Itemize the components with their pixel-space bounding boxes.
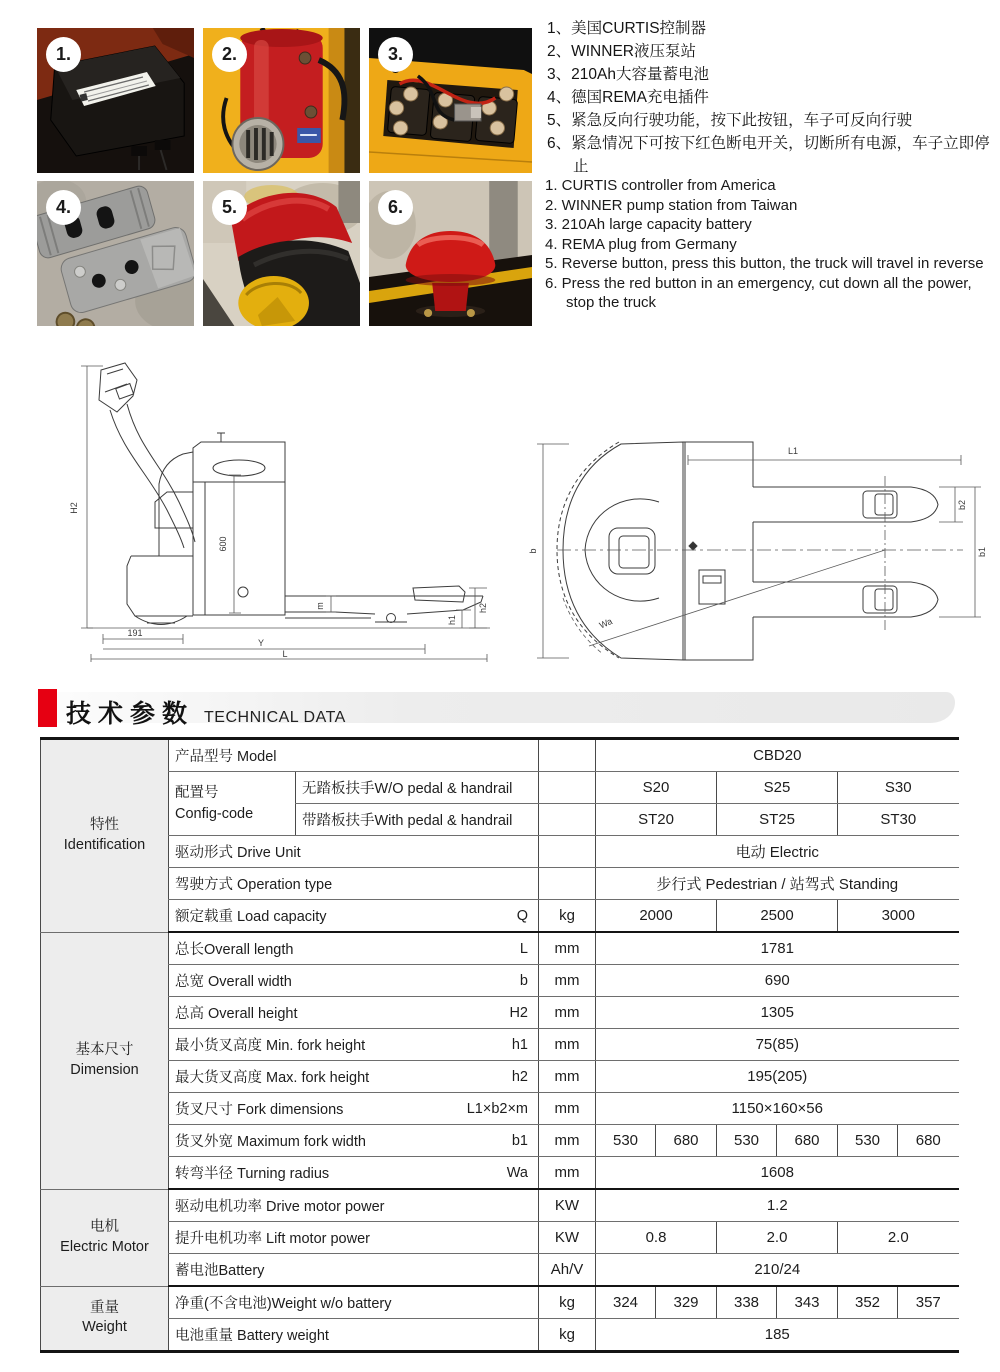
unit-cell: kg <box>539 1286 596 1319</box>
value-cell: S25 <box>717 772 838 804</box>
table-row <box>41 772 959 804</box>
unit-cell <box>539 739 596 772</box>
value-cell: 530 <box>838 1125 898 1157</box>
table-row <box>41 1254 959 1287</box>
label-text: 驱动电机功率 Drive motor power <box>175 1199 385 1215</box>
row-label-battery-weight <box>169 1319 539 1352</box>
value-cell: ST30 <box>838 804 959 836</box>
table-row <box>41 868 959 900</box>
top-view-svg <box>523 432 990 672</box>
row-label-config-code <box>169 772 296 836</box>
top-view-drawing <box>523 432 990 677</box>
dim-label-m: m <box>315 602 325 610</box>
value-cell: ST25 <box>717 804 838 836</box>
table-row <box>41 997 959 1029</box>
section-title-en: TECHNICAL DATA <box>204 709 346 726</box>
badge-number: 6. <box>387 197 403 217</box>
photo-emergency-stop <box>369 181 532 326</box>
unit-cell: mm <box>539 965 596 997</box>
dim-label-L1: L1 <box>787 446 799 456</box>
label-text: 总宽 Overall width <box>175 974 292 990</box>
value-cell: 324 <box>596 1286 656 1319</box>
row-label-overall-width <box>169 965 539 997</box>
label-text: 最小货叉高度 Min. fork height <box>175 1038 366 1054</box>
dim-label-b1: b1 <box>977 546 987 558</box>
table-row <box>41 932 959 965</box>
label-text: 总高 Overall height <box>175 1006 298 1022</box>
badge-number: 1. <box>55 44 71 64</box>
table-row <box>41 1061 959 1093</box>
dim-label-600: 600 <box>218 536 228 552</box>
row-label-max-fork-width <box>169 1125 539 1157</box>
unit-cell <box>539 804 596 836</box>
table-row <box>41 1029 959 1061</box>
photo-badge-3 <box>378 37 413 72</box>
value-cell: 195(205) <box>596 1061 959 1093</box>
photo-badge-5 <box>212 190 247 225</box>
value-cell: CBD20 <box>596 739 959 772</box>
top-dimension-labels <box>528 446 987 631</box>
badge-number: 2. <box>221 44 237 64</box>
category-zh: 基本尺寸 <box>75 1041 134 1058</box>
category-zh: 重量 <box>90 1299 119 1316</box>
table-row <box>41 1125 959 1157</box>
feature-en-2: 2. WINNER pump station from Taiwan <box>545 196 798 214</box>
table-row <box>41 739 959 772</box>
category-weight <box>41 1286 169 1352</box>
photo-badge-1 <box>46 37 81 72</box>
value-cell: 0.8 <box>596 1222 717 1254</box>
value-cell: 1150×160×56 <box>596 1093 959 1125</box>
feature-zh-4: 4、德国REMA充电插件 <box>547 89 709 106</box>
label-symbol: h1 <box>511 1036 528 1053</box>
label-symbol: H2 <box>509 1004 528 1021</box>
badge-number: 3. <box>387 44 403 64</box>
label-text: 转弯半径 Turning radius <box>175 1166 330 1182</box>
label-text: 产品型号 Model <box>175 749 277 765</box>
value-cell: 530 <box>596 1125 656 1157</box>
spec-table-wrap <box>40 737 958 1353</box>
label-symbol: h2 <box>511 1068 528 1085</box>
truck-side-outline <box>99 363 483 625</box>
value-cell: 185 <box>596 1319 959 1352</box>
label-symbol: L <box>519 940 528 957</box>
value-cell: 电动 Electric <box>596 836 959 868</box>
unit-cell: mm <box>539 997 596 1029</box>
value-cell: 1305 <box>596 997 959 1029</box>
value-cell: 1781 <box>596 932 959 965</box>
unit-cell: mm <box>539 1157 596 1190</box>
dim-label-b2: b2 <box>957 499 967 511</box>
label-text: 额定载重 Load capacity <box>175 909 327 925</box>
row-label-lift-motor-power <box>169 1222 539 1254</box>
feature-list-chinese <box>547 17 995 178</box>
photo-battery-compartment <box>369 28 532 173</box>
table-row <box>41 1286 959 1319</box>
value-cell: 530 <box>717 1125 777 1157</box>
label-symbol: L1×b2×m <box>466 1100 528 1117</box>
row-label-overall-height <box>169 997 539 1029</box>
table-row <box>41 1319 959 1352</box>
value-cell: 210/24 <box>596 1254 959 1287</box>
unit-cell: KW <box>539 1222 596 1254</box>
category-zh: 特性 <box>90 817 119 834</box>
table-row <box>41 1222 959 1254</box>
row-label-weight-wo-battery <box>169 1286 539 1319</box>
table-row <box>41 1189 959 1222</box>
category-en: Dimension <box>70 1061 139 1078</box>
row-label-with-pedal: 带踏板扶手With pedal & handrail <box>296 804 539 836</box>
row-label-model <box>169 739 539 772</box>
red-accent-block <box>38 689 57 727</box>
row-label-drive-motor-power <box>169 1189 539 1222</box>
unit-cell <box>539 772 596 804</box>
unit-cell <box>539 836 596 868</box>
row-label-min-fork-height <box>169 1029 539 1061</box>
category-identification <box>41 739 169 933</box>
dim-label-H2: H2 <box>69 502 79 514</box>
value-cell: 1.2 <box>596 1189 959 1222</box>
row-label-max-fork-height <box>169 1061 539 1093</box>
value-cell: 步行式 Pedestrian / 站驾式 Standing <box>596 868 959 900</box>
photo-curtis-controller <box>37 28 194 173</box>
badge-number: 4. <box>55 197 71 217</box>
table-row <box>41 900 959 933</box>
category-zh: 电机 <box>90 1218 119 1235</box>
feature-zh-3: 3、210Ah大容量蓄电池 <box>547 66 709 83</box>
label-symbol: b1 <box>511 1132 528 1149</box>
row-label-fork-dimensions <box>169 1093 539 1125</box>
value-cell: 680 <box>777 1125 838 1157</box>
value-cell: S20 <box>596 772 717 804</box>
dim-label-h1: h1 <box>447 614 457 626</box>
feature-en-1: 1. CURTIS controller from America <box>545 177 776 194</box>
dim-label-L: L <box>282 649 288 659</box>
unit-cell: Ah/V <box>539 1254 596 1287</box>
label-text: 最大货叉高度 Max. fork height <box>175 1070 370 1086</box>
value-cell: 338 <box>717 1286 777 1319</box>
value-cell: 343 <box>777 1286 838 1319</box>
value-cell: 75(85) <box>596 1029 959 1061</box>
value-cell: 2.0 <box>717 1222 838 1254</box>
config-zh: 配置号 <box>175 785 219 802</box>
unit-cell: kg <box>539 900 596 933</box>
dim-label-Y: Y <box>257 638 265 648</box>
technical-data-table <box>40 737 959 1353</box>
label-text: 提升电机功率 Lift motor power <box>175 1231 370 1247</box>
value-cell: 680 <box>656 1125 717 1157</box>
section-title-zh: 技术参数 <box>66 700 195 728</box>
label-text: 货叉外宽 Maximum fork width <box>175 1134 366 1150</box>
unit-cell: mm <box>539 1093 596 1125</box>
table-row <box>41 1157 959 1190</box>
photo-rema-plug <box>37 181 194 326</box>
value-cell: 690 <box>596 965 959 997</box>
product-photos <box>37 28 532 326</box>
value-cell: 357 <box>898 1286 959 1319</box>
unit-cell: kg <box>539 1319 596 1352</box>
label-symbol: Q <box>516 907 528 924</box>
value-cell: 329 <box>656 1286 717 1319</box>
category-en: Identification <box>63 836 146 853</box>
row-label-overall-length <box>169 932 539 965</box>
unit-cell: KW <box>539 1189 596 1222</box>
label-text: 电池重量 Battery weight <box>175 1328 329 1344</box>
technical-data-header <box>0 688 1000 728</box>
unit-cell <box>539 868 596 900</box>
label-text: 总长Overall length <box>175 942 294 958</box>
photo-badge-6 <box>378 190 413 225</box>
config-en: Config-code <box>175 805 254 822</box>
label-text: 货叉尺寸 Fork dimensions <box>175 1102 344 1118</box>
value-cell: S30 <box>838 772 959 804</box>
feature-en-4: 4. REMA plug from Germany <box>545 235 737 253</box>
label-text: 驾驶方式 Operation type <box>175 877 333 893</box>
value-cell: 2000 <box>596 900 717 933</box>
value-cell: 2500 <box>717 900 838 933</box>
row-label-load-capacity <box>169 900 539 933</box>
feature-en-5: 5. Reverse button, press this button, the truck will travel in reverse <box>545 255 984 272</box>
unit-cell: mm <box>539 932 596 965</box>
unit-cell: mm <box>539 1061 596 1093</box>
category-en: Weight <box>82 1319 127 1336</box>
dim-label-191: 191 <box>127 628 143 638</box>
table-row <box>41 965 959 997</box>
category-en: Electric Motor <box>60 1238 149 1255</box>
row-label-battery <box>169 1254 539 1287</box>
category-electric-motor <box>41 1189 169 1286</box>
dim-label-Wa: Wa <box>597 616 614 631</box>
category-dimension <box>41 932 169 1189</box>
label-symbol: Wa <box>506 1164 528 1181</box>
feature-zh-2: 2、WINNER液压泵站 <box>547 43 696 60</box>
photo-winner-pump <box>203 28 360 173</box>
feature-zh-1: 1、美国CURTIS控制器 <box>547 20 707 37</box>
header-titles <box>66 688 346 728</box>
label-symbol: b <box>519 972 528 989</box>
side-view-drawing <box>35 360 515 667</box>
value-cell: 3000 <box>838 900 959 933</box>
feature-en-3: 3. 210Ah large capacity battery <box>545 216 752 233</box>
feature-zh-5: 5、紧急反向行驶功能，按下此按钮，车子可反向行驶 <box>547 112 913 129</box>
dim-label-h2: h2 <box>478 602 488 614</box>
dim-label-b: b <box>528 548 538 554</box>
label-text: 蓄电池Battery <box>175 1263 265 1279</box>
label-text: 驱动形式 Drive Unit <box>175 845 301 861</box>
row-label-wo-pedal: 无踏板扶手W/O pedal & handrail <box>296 772 539 804</box>
row-label-drive-unit <box>169 836 539 868</box>
table-row <box>41 1093 959 1125</box>
side-view-svg <box>35 360 515 662</box>
value-cell: ST20 <box>596 804 717 836</box>
unit-cell: mm <box>539 1029 596 1061</box>
row-label-operation-type <box>169 868 539 900</box>
photo-reverse-button <box>203 181 360 326</box>
photo-badge-4 <box>46 190 81 225</box>
photo-badge-2 <box>212 37 247 72</box>
value-cell: 680 <box>898 1125 959 1157</box>
table-row <box>41 836 959 868</box>
feature-list-english <box>545 176 997 313</box>
value-cell: 1608 <box>596 1157 959 1190</box>
unit-cell: mm <box>539 1125 596 1157</box>
label-text: 净重(不含电池)Weight w/o battery <box>175 1296 392 1312</box>
value-cell: 352 <box>838 1286 898 1319</box>
row-label-turning-radius <box>169 1157 539 1190</box>
feature-zh-6: 6、紧急情况下可按下红色断电开关，切断所有电源，车子立即停止 <box>547 135 990 175</box>
badge-number: 5. <box>221 197 237 217</box>
feature-en-6: 6. Press the red button in an emergency, cut down all the power, stop the truck <box>545 274 972 311</box>
side-dimension-labels <box>69 502 488 659</box>
value-cell: 2.0 <box>838 1222 959 1254</box>
